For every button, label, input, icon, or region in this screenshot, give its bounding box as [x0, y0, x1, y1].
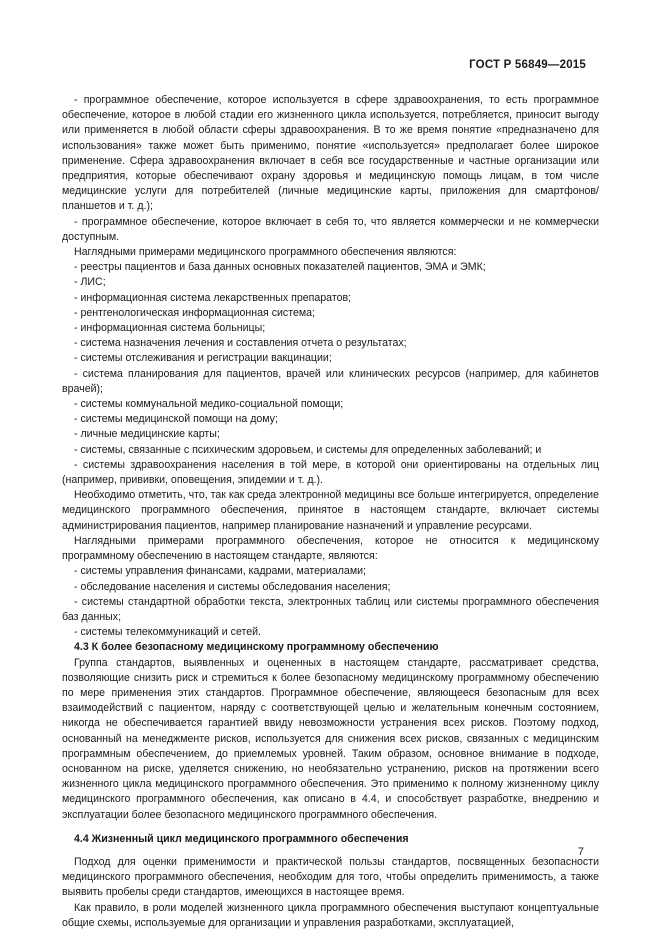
page-number: 7 [577, 846, 584, 858]
paragraph: Группа стандартов, выявленных и оцененных в настоящем стандарте, рассматривает средства, позволяющие снизить риск и стремиться к более безопасному медицинскому программному обеспечению по мере применения этих стандартов. Программное обеспечение, являющееся безопасным для всех взаимодействий с пациентом, наряду с соответствующей целью и желательным конечным состоянием, никогда не обеспечивается гарантией ввиду невозможности устранения всех рисков. Поэтому подход, основанный на менеджменте рисков, используется для снижения всех рисков, связанных с медицинским программным обеспечением, до приемлемых уровней. Таким образом, основное внимание в подходе, основанном на риске, уделяется снижению, но необязательно устранению, рисков на протяжении всего жизненного цикла медицинского программного обеспечения. Это применимо к полному жизненному циклу медицинского программного обеспечения, как описано в 4.4, и способствует разработке, внедрению и эксплуатации более безопасного медицинского программного обеспечения. [62, 656, 599, 821]
document-body [62, 93, 599, 931]
paragraph: - программное обеспечение, которое включает в себя то, что является коммерчески и не коммерчески доступным. [62, 215, 599, 243]
section-heading-4-4: 4.4 Жизненный цикл медицинского программного обеспечения [74, 832, 409, 845]
paragraph: Подход для оценки применимости и практической пользы стандартов, посвященных безопасности медицинского программного обеспечения, необходим для того, чтобы определить применимость, а также выявить пробелы среди стандартов, имеющихся в настоящее время. [62, 855, 599, 899]
paragraph: Как правило, в роли моделей жизненного цикла программного обеспечения выступают концептуальные общие схемы, используемые для организации и управления разработками, эксплуатацией, [62, 901, 599, 929]
list-item: - рентгенологическая информационная система; [74, 306, 315, 319]
list-item: - ЛИС; [74, 276, 106, 289]
list-item: - системы, связанные с психическим здоровьем, и системы для определенных заболеваний; и [74, 443, 542, 456]
paragraph: Необходимо отметить, что, так как среда электронной медицины все больше интегрируется, определение медицинского программного обеспечения, принятое в настоящем стандарте, включает системы администрирования пациентов, например планирование назначений и управление ресурсами. [62, 489, 599, 532]
list-item: - системы стандартной обработки текста, электронных таблиц или системы программного обеспечения баз данных; [62, 595, 599, 623]
list-item: - информационная система больницы; [74, 322, 266, 335]
list-item: - системы отслеживания и регистрации вакцинации; [74, 352, 332, 365]
list-item: - реестры пациентов и база данных основных показателей пациентов, ЭМА и ЭМК; [74, 261, 486, 274]
section-heading-4-3: 4.3 К более безопасному медицинскому программному обеспечению [74, 641, 439, 654]
list-item: - системы здравоохранения населения в той мере, в которой они ориентированы на отдельных лиц (например, прививки, оповещения, эпидемии и т. д.). [62, 458, 599, 487]
list-item: - система назначения лечения и составления отчета о результатах; [74, 337, 407, 350]
list-item: - обследование населения и системы обследования населения; [74, 580, 391, 593]
list-item: - системы медицинской помощи на дому; [74, 413, 278, 426]
list-item: - личные медицинские карты; [74, 428, 220, 441]
examples-list [62, 260, 599, 488]
list-item: - система планирования для пациентов, врачей или клинических ресурсов (например, для кабинетов врачей); [62, 367, 599, 395]
list-item: - системы телекоммуникаций и сетей. [74, 626, 261, 639]
list-item: - информационная система лекарственных препаратов; [74, 291, 352, 304]
list-item: - системы коммунальной медико-социальной помощи; [74, 398, 344, 411]
paragraph: Наглядными примерами медицинского программного обеспечения являются: [74, 246, 457, 259]
paragraph: - программное обеспечение, которое используется в сфере здравоохранения, то есть программное обеспечение, которое в любой стадии его жизненного цикла используется, потребляется, приносит выгоду или применяется в любой области сферы здравоохранения. В то же время понятие «предназначено для использования» также может быть применимо, понятие «используется» предполагает более широкое применение. Сфера здравоохранения включает в себя все государственные и частные организации или предприятия, которые обеспечивают охрану здоровья и медицинскую помощь лицам, в том числе медицинские услуги для потребителей (личные медицинские карты, приложения для смартфонов/планшетов и т. д.); [62, 94, 599, 213]
document-standard-id: ГОСТ Р 56849—2015 [469, 59, 586, 71]
paragraph: Наглядными примерами программного обеспечения, которое не относится к медицинскому программному обеспечению в настоящем стандарте, являются: [62, 534, 599, 563]
non-examples-list [62, 564, 599, 640]
list-item: - системы управления финансами, кадрами, материалами; [74, 565, 366, 578]
